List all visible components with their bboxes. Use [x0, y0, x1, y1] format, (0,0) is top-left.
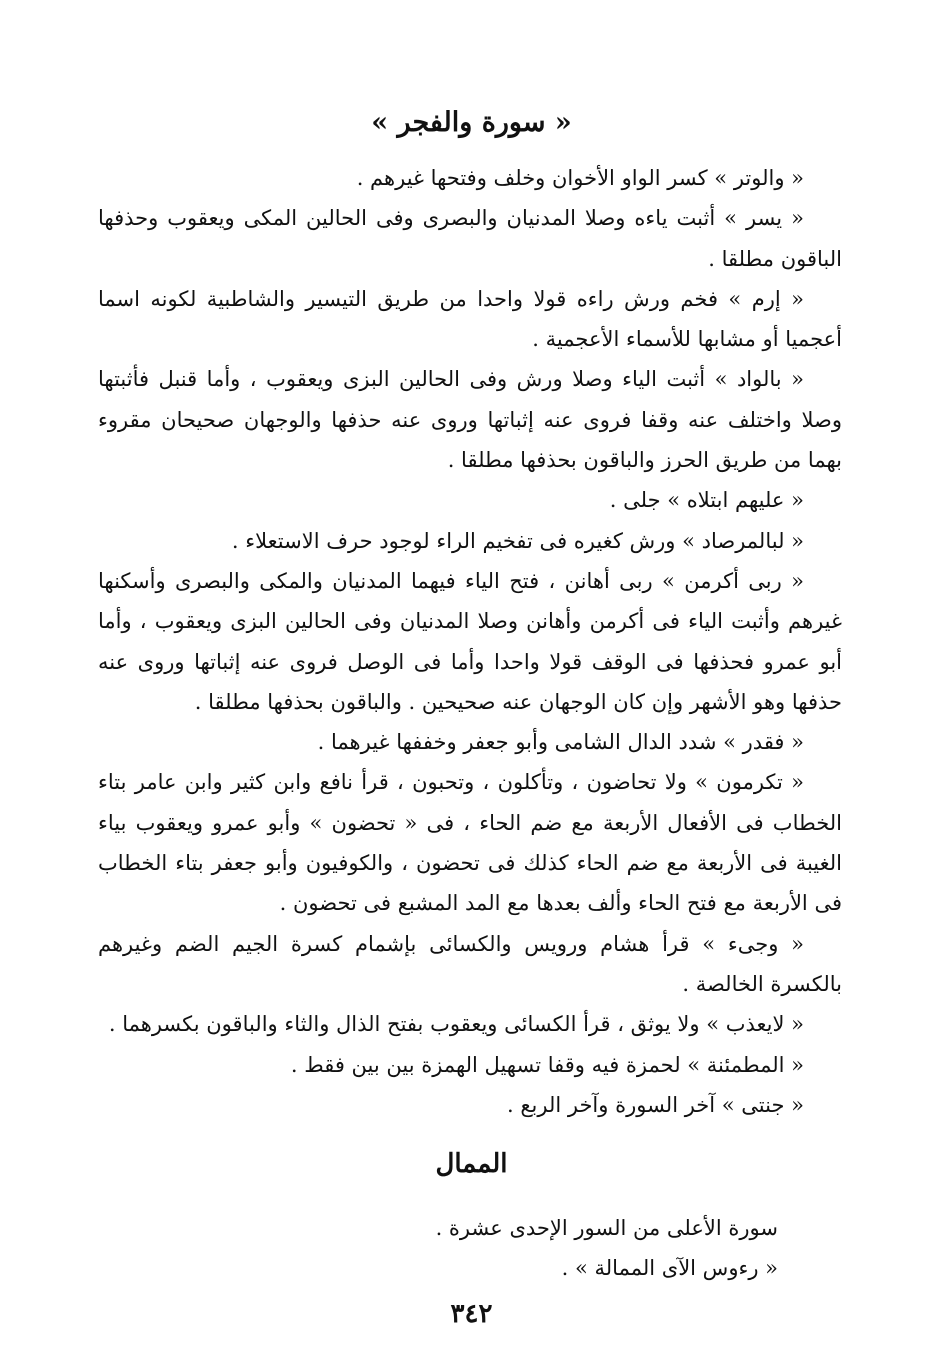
- paragraph-qadar: « فقدر » شدد الدال الشامى وأبو جعفر وخففها غيرهما .: [317, 730, 804, 755]
- paragraph-yasr: « يسر » أثبت ياءه وصلا المدنيان والبصرى وفى الحالين المكى ويعقوب وحذفها الباقون مطلقا .: [98, 206, 842, 271]
- page-number: ٣٤٢: [450, 1299, 493, 1329]
- paragraph-wal-witr: « والوتر » كسر الواو الأخوان وخلف وفتحها غيرهم .: [356, 166, 804, 190]
- imala-text: [98, 1208, 842, 1288]
- imala-line-1: سورة الأعلى من السور الإحدى عشرة .: [435, 1216, 778, 1240]
- section-title-mumal: الممال: [435, 1149, 508, 1179]
- paragraph-bil-wad: « بالواد » أثبت الياء وصلا ورش وفى الحالين البزى ويعقوب ، وأما قنبل فأثبتها وصلا واختلف عنه وقفا فروى عنه إثباتها وروى عنه حذفها والوجهان صحيحان مقروء بهما من طريق الحرز والباقون بحذفها مطلقا .: [98, 367, 842, 473]
- paragraph-mirsad: « لبالمرصاد » ورش كغيره فى تفخيم الراء لوجود حرف الاستعلاء .: [231, 528, 804, 553]
- body-text: [98, 158, 842, 1125]
- paragraph-jiea: « وجىء » قرأ هشام ورويس والكسائى بإشمام كسرة الجيم الضم وغيرهم بالكسرة الخالصة .: [98, 931, 842, 996]
- paragraph-jannati: « جنتى » آخر السورة وآخر الربع .: [506, 1092, 804, 1117]
- paragraph-yuadhab: « لايعذب » ولا يوثق ، قرأ الكسائى ويعقوب بفتح الذال والثاء والباقون بكسرهما .: [108, 1012, 804, 1037]
- surah-title: « سورة والفجر »: [371, 107, 572, 138]
- paragraph-tukrimun: « تكرمون » ولا تحاضون ، وتأكلون ، وتحبون ، قرأ نافع وابن كثير وابن عامر بتاء الخطاب فى الأفعال الأربعة مع ضم الحاء ، فى « تحضون » وأبو عمرو ويعقوب بياء الغيبة فى الأربعة مع ضم الحاء كذلك فى تحضون ، والكوفيون وأبو جعفر بتاء الخطاب فى الأربعة مع فتح الحاء وألف بعدها مع المد المشبع فى تحضون .: [98, 770, 842, 916]
- paragraph-akraman: « ربى أكرمن » ربى أهانن ، فتح الياء فيهما المدنيان والمكى والبصرى وأسكنها غيرهم وأثبت الياء فى أكرمن وأهانن وصلا المدنيان وفى الحالين البزى ويعقوب ، وأما أبو عمرو فحذفها فى الوقف قولا واحدا وأما فى الوصل فروى عنه إثباتها وروى عنه حذفها وهو الأشهر وإن كان الوجهان عنه صحيحين . والباقون بحذفها مطلقا .: [98, 568, 842, 714]
- paragraph-ibtalah: « عليهم ابتلاه » جلى .: [609, 488, 804, 513]
- paragraph-iram: « إرم » فخم ورش راءه قولا واحدا من طريق التيسير والشاطبية لكونه اسما أعجميا أو مشابها للأسماء الأعجمية .: [98, 286, 842, 352]
- imala-line-2: « رءوس الآى الممالة » .: [561, 1256, 778, 1280]
- paragraph-mutmainna: « المطمئنة » لحمزة فيه وقفا تسهيل الهمزة بين بين فقط .: [290, 1052, 804, 1077]
